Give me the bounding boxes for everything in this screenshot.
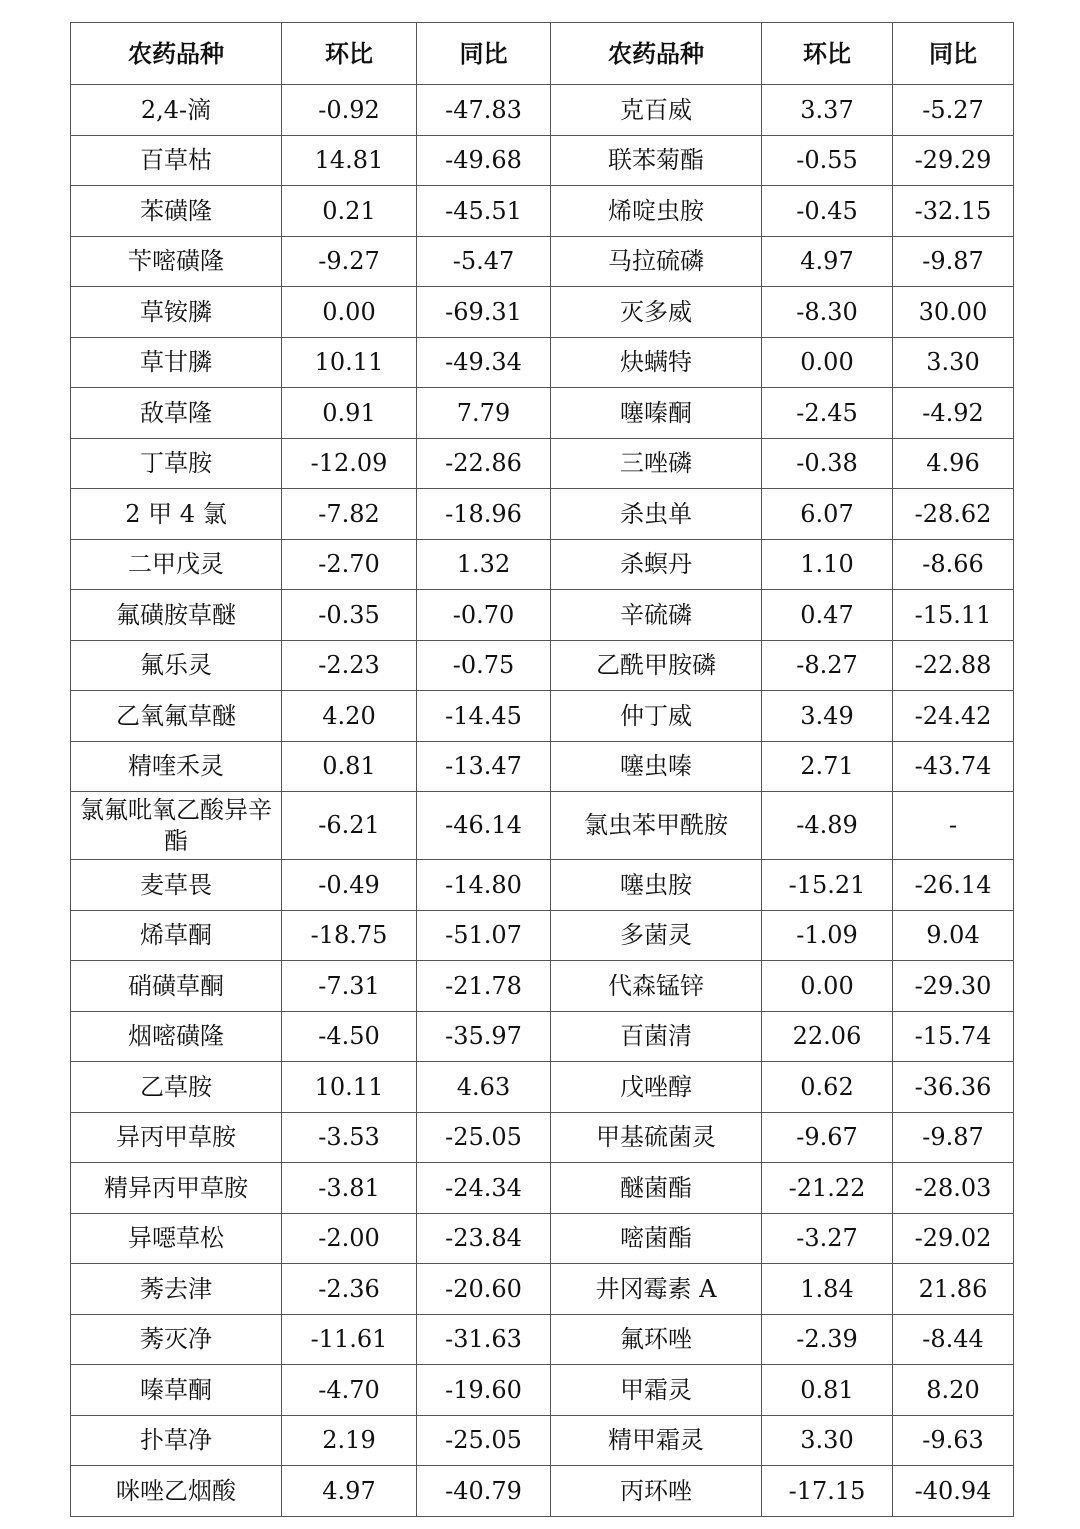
header-yoy-right: 同比 [893, 23, 1014, 85]
yoy-change-left: -25.05 [417, 1415, 551, 1466]
yoy-change-right: -9.63 [893, 1415, 1014, 1466]
yoy-change-right: 21.86 [893, 1264, 1014, 1315]
mom-change-left: 2.19 [282, 1415, 417, 1466]
table-row [71, 388, 1014, 439]
table-row [71, 186, 1014, 237]
pesticide-name-left: 氟磺胺草醚 [71, 590, 282, 641]
yoy-change-left: -49.34 [417, 337, 551, 388]
table-row [71, 337, 1014, 388]
pesticide-name-left: 苄嘧磺隆 [71, 236, 282, 287]
header-pesticide-left: 农药品种 [71, 23, 282, 85]
yoy-change-left: -31.63 [417, 1314, 551, 1365]
table-row [71, 1163, 1014, 1214]
pesticide-name-left: 苯磺隆 [71, 186, 282, 237]
pesticide-name-left: 嗪草酮 [71, 1365, 282, 1416]
mom-change-left: -0.49 [282, 860, 417, 911]
yoy-change-left: -46.14 [417, 792, 551, 860]
pesticide-name-left: 莠灭净 [71, 1314, 282, 1365]
yoy-change-right: -9.87 [893, 236, 1014, 287]
yoy-change-right: -43.74 [893, 741, 1014, 792]
table-row [71, 287, 1014, 338]
pesticide-name-left: 扑草净 [71, 1415, 282, 1466]
yoy-change-left: -0.70 [417, 590, 551, 641]
yoy-change-left: -40.79 [417, 1466, 551, 1517]
mom-change-left: 10.11 [282, 1062, 417, 1113]
table-row [71, 1213, 1014, 1264]
yoy-change-left: -22.86 [417, 438, 551, 489]
pesticide-name-right: 杀螟丹 [551, 539, 762, 590]
table-row [71, 1264, 1014, 1315]
mom-change-right: 1.84 [762, 1264, 893, 1315]
mom-change-right: 3.37 [762, 85, 893, 136]
pesticide-name-left: 莠去津 [71, 1264, 282, 1315]
pesticide-name-right: 三唑磷 [551, 438, 762, 489]
mom-change-left: -2.00 [282, 1213, 417, 1264]
mom-change-right: 2.71 [762, 741, 893, 792]
pesticide-name-left: 精喹禾灵 [71, 741, 282, 792]
pesticide-name-right: 醚菌酯 [551, 1163, 762, 1214]
mom-change-right: -3.27 [762, 1213, 893, 1264]
mom-change-right: 6.07 [762, 489, 893, 540]
yoy-change-left: -69.31 [417, 287, 551, 338]
table-row [71, 85, 1014, 136]
pesticide-name-left: 麦草畏 [71, 860, 282, 911]
pesticide-name-left: 丁草胺 [71, 438, 282, 489]
pesticide-price-change-table [70, 22, 1014, 1517]
yoy-change-right: 4.96 [893, 438, 1014, 489]
yoy-change-left: -25.05 [417, 1112, 551, 1163]
yoy-change-left: -51.07 [417, 910, 551, 961]
yoy-change-right: 3.30 [893, 337, 1014, 388]
table-row [71, 1112, 1014, 1163]
table-row [71, 1365, 1014, 1416]
pesticide-name-right: 多菌灵 [551, 910, 762, 961]
yoy-change-left: -13.47 [417, 741, 551, 792]
pesticide-name-right: 甲基硫菌灵 [551, 1112, 762, 1163]
table-row [71, 1415, 1014, 1466]
pesticide-name-left: 二甲戊灵 [71, 539, 282, 590]
yoy-change-right: -22.88 [893, 640, 1014, 691]
pesticide-name-right: 噻嗪酮 [551, 388, 762, 439]
yoy-change-right: 30.00 [893, 287, 1014, 338]
yoy-change-left: -14.80 [417, 860, 551, 911]
pesticide-name-left: 烟嘧磺隆 [71, 1011, 282, 1062]
header-pesticide-right: 农药品种 [551, 23, 762, 85]
mom-change-right: -0.38 [762, 438, 893, 489]
yoy-change-right: 8.20 [893, 1365, 1014, 1416]
pesticide-name-right: 代森锰锌 [551, 961, 762, 1012]
pesticide-name-right: 井冈霉素 A [551, 1264, 762, 1315]
pesticide-name-right: 百菌清 [551, 1011, 762, 1062]
table-row [71, 539, 1014, 590]
yoy-change-right: -40.94 [893, 1466, 1014, 1517]
table-row [71, 910, 1014, 961]
mom-change-left: -3.81 [282, 1163, 417, 1214]
pesticide-name-right: 丙环唑 [551, 1466, 762, 1517]
pesticide-name-right: 马拉硫磷 [551, 236, 762, 287]
yoy-change-left: -24.34 [417, 1163, 551, 1214]
pesticide-name-right: 杀虫单 [551, 489, 762, 540]
pesticide-name-right: 噻虫胺 [551, 860, 762, 911]
pesticide-name-right: 仲丁威 [551, 691, 762, 742]
yoy-change-left: -21.78 [417, 961, 551, 1012]
table-row [71, 590, 1014, 641]
mom-change-right: -17.15 [762, 1466, 893, 1517]
pesticide-name-right: 甲霜灵 [551, 1365, 762, 1416]
pesticide-name-right: 嘧菌酯 [551, 1213, 762, 1264]
mom-change-left: 4.20 [282, 691, 417, 742]
mom-change-right: -8.27 [762, 640, 893, 691]
yoy-change-right: -36.36 [893, 1062, 1014, 1113]
pesticide-name-left: 精异丙甲草胺 [71, 1163, 282, 1214]
pesticide-name-left: 氯氟吡氧乙酸异辛酯 [71, 792, 282, 860]
pesticide-name-left: 乙氧氟草醚 [71, 691, 282, 742]
mom-change-left: 10.11 [282, 337, 417, 388]
pesticide-name-left: 乙草胺 [71, 1062, 282, 1113]
table-row [71, 961, 1014, 1012]
mom-change-left: -4.50 [282, 1011, 417, 1062]
mom-change-right: -9.67 [762, 1112, 893, 1163]
yoy-change-right: -28.03 [893, 1163, 1014, 1214]
yoy-change-right: -4.92 [893, 388, 1014, 439]
pesticide-name-left: 草甘膦 [71, 337, 282, 388]
table-row [71, 741, 1014, 792]
mom-change-left: 0.81 [282, 741, 417, 792]
yoy-change-left: -20.60 [417, 1264, 551, 1315]
yoy-change-right: -28.62 [893, 489, 1014, 540]
yoy-change-right: 9.04 [893, 910, 1014, 961]
mom-change-right: 0.81 [762, 1365, 893, 1416]
mom-change-left: -7.31 [282, 961, 417, 1012]
mom-change-right: -0.55 [762, 135, 893, 186]
pesticide-name-left: 草铵膦 [71, 287, 282, 338]
yoy-change-left: -49.68 [417, 135, 551, 186]
mom-change-right: -0.45 [762, 186, 893, 237]
mom-change-left: -2.23 [282, 640, 417, 691]
table-row [71, 691, 1014, 742]
mom-change-right: -21.22 [762, 1163, 893, 1214]
mom-change-right: 4.97 [762, 236, 893, 287]
pesticide-name-right: 灭多威 [551, 287, 762, 338]
yoy-change-left: -23.84 [417, 1213, 551, 1264]
pesticide-name-right: 炔螨特 [551, 337, 762, 388]
yoy-change-left: -45.51 [417, 186, 551, 237]
pesticide-name-left: 氟乐灵 [71, 640, 282, 691]
yoy-change-right: -26.14 [893, 860, 1014, 911]
pesticide-name-left: 2,4-滴 [71, 85, 282, 136]
mom-change-right: -8.30 [762, 287, 893, 338]
yoy-change-left: -5.47 [417, 236, 551, 287]
table-row [71, 1314, 1014, 1365]
mom-change-right: -4.89 [762, 792, 893, 860]
yoy-change-left: -0.75 [417, 640, 551, 691]
yoy-change-right: -29.30 [893, 961, 1014, 1012]
mom-change-left: -18.75 [282, 910, 417, 961]
table-row [71, 640, 1014, 691]
yoy-change-right: - [893, 792, 1014, 860]
pesticide-name-right: 精甲霜灵 [551, 1415, 762, 1466]
mom-change-left: -0.35 [282, 590, 417, 641]
table-row [71, 1011, 1014, 1062]
table-row [71, 1466, 1014, 1517]
yoy-change-left: -19.60 [417, 1365, 551, 1416]
mom-change-left: -2.70 [282, 539, 417, 590]
mom-change-right: 0.62 [762, 1062, 893, 1113]
pesticide-name-left: 异丙甲草胺 [71, 1112, 282, 1163]
mom-change-right: 22.06 [762, 1011, 893, 1062]
mom-change-right: 0.47 [762, 590, 893, 641]
header-row [71, 23, 1014, 85]
mom-change-left: -3.53 [282, 1112, 417, 1163]
table-row [71, 236, 1014, 287]
pesticide-name-left: 异噁草松 [71, 1213, 282, 1264]
pesticide-name-right: 氟环唑 [551, 1314, 762, 1365]
mom-change-left: 4.97 [282, 1466, 417, 1517]
pesticide-name-left: 硝磺草酮 [71, 961, 282, 1012]
pesticide-name-right: 联苯菊酯 [551, 135, 762, 186]
pesticide-name-right: 克百威 [551, 85, 762, 136]
yoy-change-right: -8.44 [893, 1314, 1014, 1365]
yoy-change-left: -35.97 [417, 1011, 551, 1062]
pesticide-name-left: 敌草隆 [71, 388, 282, 439]
mom-change-left: 0.21 [282, 186, 417, 237]
yoy-change-left: 4.63 [417, 1062, 551, 1113]
pesticide-name-right: 噻虫嗪 [551, 741, 762, 792]
pesticide-name-right: 氯虫苯甲酰胺 [551, 792, 762, 860]
mom-change-left: -12.09 [282, 438, 417, 489]
mom-change-left: -11.61 [282, 1314, 417, 1365]
yoy-change-right: -29.02 [893, 1213, 1014, 1264]
mom-change-right: 1.10 [762, 539, 893, 590]
mom-change-left: -9.27 [282, 236, 417, 287]
pesticide-name-left: 烯草酮 [71, 910, 282, 961]
table-row [71, 135, 1014, 186]
yoy-change-left: -18.96 [417, 489, 551, 540]
yoy-change-left: 1.32 [417, 539, 551, 590]
mom-change-right: 3.30 [762, 1415, 893, 1466]
pesticide-name-right: 戊唑醇 [551, 1062, 762, 1113]
yoy-change-right: -29.29 [893, 135, 1014, 186]
yoy-change-right: -9.87 [893, 1112, 1014, 1163]
yoy-change-right: -8.66 [893, 539, 1014, 590]
mom-change-left: -0.92 [282, 85, 417, 136]
mom-change-left: 0.91 [282, 388, 417, 439]
mom-change-right: -2.39 [762, 1314, 893, 1365]
pesticide-name-right: 辛硫磷 [551, 590, 762, 641]
pesticide-name-left: 2 甲 4 氯 [71, 489, 282, 540]
pesticide-name-right: 乙酰甲胺磷 [551, 640, 762, 691]
pesticide-name-left: 百草枯 [71, 135, 282, 186]
yoy-change-right: -5.27 [893, 85, 1014, 136]
pesticide-name-right: 烯啶虫胺 [551, 186, 762, 237]
mom-change-left: 0.00 [282, 287, 417, 338]
yoy-change-left: 7.79 [417, 388, 551, 439]
header-mom-right: 环比 [762, 23, 893, 85]
yoy-change-left: -47.83 [417, 85, 551, 136]
mom-change-right: -2.45 [762, 388, 893, 439]
yoy-change-right: -32.15 [893, 186, 1014, 237]
mom-change-left: -7.82 [282, 489, 417, 540]
mom-change-right: 3.49 [762, 691, 893, 742]
mom-change-right: 0.00 [762, 961, 893, 1012]
mom-change-right: -1.09 [762, 910, 893, 961]
table-row [71, 860, 1014, 911]
mom-change-right: 0.00 [762, 337, 893, 388]
mom-change-left: -4.70 [282, 1365, 417, 1416]
yoy-change-right: -24.42 [893, 691, 1014, 742]
table-row [71, 1062, 1014, 1113]
header-mom-left: 环比 [282, 23, 417, 85]
yoy-change-left: -14.45 [417, 691, 551, 742]
mom-change-left: 14.81 [282, 135, 417, 186]
mom-change-left: -6.21 [282, 792, 417, 860]
header-yoy-left: 同比 [417, 23, 551, 85]
table-row [71, 489, 1014, 540]
mom-change-right: -15.21 [762, 860, 893, 911]
pesticide-name-left: 咪唑乙烟酸 [71, 1466, 282, 1517]
yoy-change-right: -15.74 [893, 1011, 1014, 1062]
table-row [71, 438, 1014, 489]
table-row [71, 792, 1014, 860]
mom-change-left: -2.36 [282, 1264, 417, 1315]
yoy-change-right: -15.11 [893, 590, 1014, 641]
